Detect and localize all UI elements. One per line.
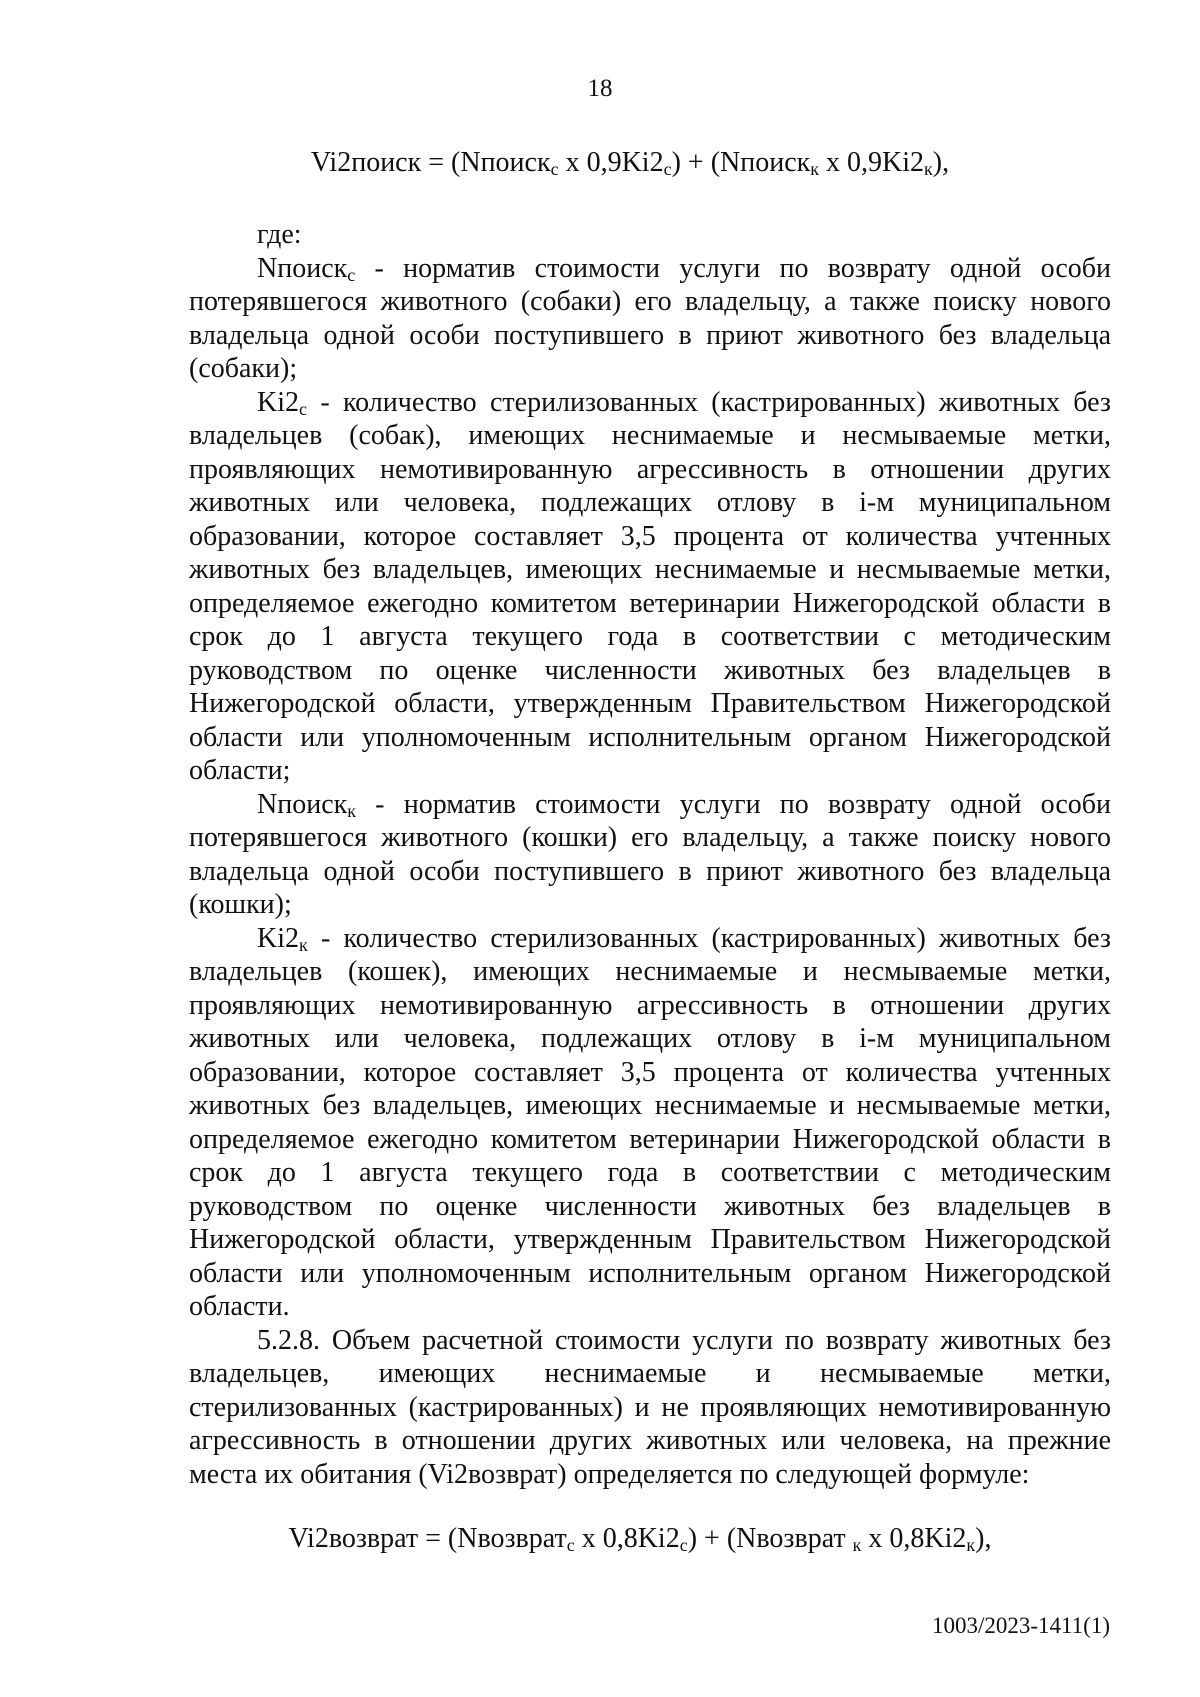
definition-ki2-cats: $Ki2_к$ - количество стерилизованных (кастрированных) животных без владельцев (кошек), имеющих неснимаемые и несмываемые метки, проявляющих немотивированную агрессивность в отношении других животных или человека, подлежащих отлову в i-м муниципальном образовании, которое составляет 3,5 процента от количества учтенных животных без владельцев, имеющих неснимаемые и несмываемые метки, определяемое ежегодно комитетом ветеринарии Нижегородской области в срок до 1 августа текущего года в соответствии с методическим руководством по оценке численности животных без владельцев в Нижегородской области, утвержденным Правительством Нижегородской области или уполномоченным исполнительным органом Нижегородской области.	[189, 922, 1111, 1322]
document-code: 1003/2023-1411(1)	[931, 1613, 1110, 1638]
definition-npoisk-dogs: Nпоиск$_с$ - норматив стоимости услуги по возврату одной особи потерявшегося животного (собаки) его владельцу, а также поиску нового владельца одной особи поступившего в приют животного без владельца (собаки);	[189, 252, 1111, 384]
definition-ki2-dogs: $Ki2_с$ - количество стерилизованных (кастрированных) животных без владельцев (собак), имеющих неснимаемые и несмываемые метки, проявляющих немотивированную агрессивность в отношении других животных или человека, подлежащих отлову в i-м муниципальном образовании, которое составляет 3,5 процента от количества учтенных животных без владельцев, имеющих неснимаемые и несмываемые метки, определяемое ежегодно комитетом ветеринарии Нижегородской области в срок до 1 августа текущего года в соответствии с методическим руководством по оценке численности животных без владельцев в Нижегородской области, утвержденным Правительством Нижегородской области или уполномоченным исполнительным органом Нижегородской области;	[189, 386, 1111, 786]
where-label: где:	[257, 219, 302, 250]
clause-5-2-8: 5.2.8. Объем расчетной стоимости услуги по возврату животных без владельцев, имеющих неснимаемые и несмываемые метки, стерилизованных (кастрированных) и не проявляющих немотивированную агрессивность в отношении других животных или человека, на прежние места их обитания (Vi2возврат) определяется по следующей формуле:	[189, 1324, 1111, 1490]
formula-vi2-return: Vi2возврат = (Nвозврат$_с$ х $0,8Ki2_с$) + (Nвозврат $_к$ х $0,8Ki2_к$),	[288, 1523, 992, 1555]
formula-lhs: Vi2поиск	[310, 147, 422, 178]
page-number: 18	[587, 75, 613, 102]
document-body	[189, 218, 1111, 1491]
definition-npoisk-cats: Nпоиск$_к$ - норматив стоимости услуги по возврату одной особи потерявшегося животного (кошки) его владельцу, а также поиску нового владельца одной особи поступившего в приют животного без владельца (кошки);	[189, 788, 1111, 920]
formula-vi2-search: Vi2поиск = (Nпоиск$_с$ х $0,9Ki2_с$) + (Nпоиск$_к$ х $0,9Ki2_к$),	[310, 147, 950, 179]
formula-lhs: Vi2возврат	[288, 1523, 419, 1554]
